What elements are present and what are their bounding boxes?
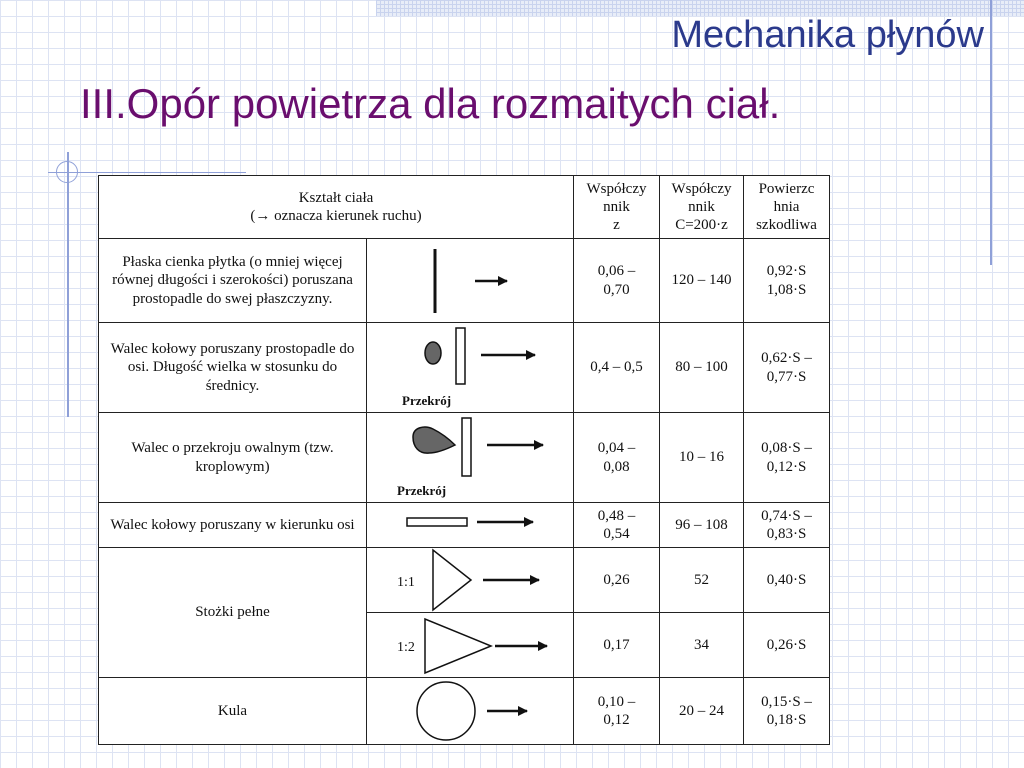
row-description: Walec kołowy poruszany w kierunku osi <box>99 503 367 548</box>
section-label: Przekrój <box>402 393 452 408</box>
harmful-area: 0,15·S – 0,18·S <box>744 678 830 745</box>
coefficient-z: 0,4 – 0,5 <box>574 323 660 413</box>
header-harmful-area: Powierzc hnia szkodliwa <box>744 176 830 239</box>
header-coefficient-z: Współczy nnik z <box>574 176 660 239</box>
coefficient-c: 34 <box>660 613 744 678</box>
teardrop-cylinder-icon <box>367 413 574 503</box>
circular-cylinder-icon <box>367 323 574 413</box>
coefficient-c: 96 – 108 <box>660 503 744 548</box>
harmful-area: 0,62·S – 0,77·S <box>744 323 830 413</box>
row-description: Walec o przekroju owalnym (tzw. kroplowym) <box>99 413 367 503</box>
row-description: Walec kołowy poruszany prostopadle do osi. Długość wielka w stosunku do średnicy. <box>99 323 367 413</box>
slide-title: Mechanika płynów <box>671 14 984 56</box>
cone-1-2-icon <box>367 613 574 678</box>
harmful-area: 0,92·S 1,08·S <box>744 239 830 323</box>
row-description: Stożki pełne <box>99 548 367 678</box>
table-row <box>99 548 830 613</box>
table-header-row <box>99 176 830 239</box>
harmful-area: 0,40·S <box>744 548 830 613</box>
axial-cylinder-icon <box>367 503 574 548</box>
harmful-area: 0,74·S – 0,83·S <box>744 503 830 548</box>
coefficient-z: 0,26 <box>574 548 660 613</box>
header-shape: Kształt ciała (→ oznacza kierunek ruchu) <box>99 176 574 239</box>
slide-heading: III.Opór powietrza dla rozmaitych ciał. <box>80 80 781 127</box>
coefficient-c: 10 – 16 <box>660 413 744 503</box>
coefficient-z: 0,10 – 0,12 <box>574 678 660 745</box>
table-row <box>99 678 830 745</box>
sphere-icon <box>367 678 574 745</box>
row-description: Kula <box>99 678 367 745</box>
table-row <box>99 323 830 413</box>
ratio-label: 1:2 <box>397 640 415 655</box>
decorative-circle <box>56 161 78 183</box>
ratio-label: 1:1 <box>397 575 415 590</box>
header-coefficient-c: Współczy nnik C=200·z <box>660 176 744 239</box>
harmful-area: 0,08·S – 0,12·S <box>744 413 830 503</box>
coefficient-c: 80 – 100 <box>660 323 744 413</box>
coefficient-c: 120 – 140 <box>660 239 744 323</box>
coefficient-z: 0,48 – 0,54 <box>574 503 660 548</box>
coefficient-z: 0,04 – 0,08 <box>574 413 660 503</box>
drag-coefficient-table <box>98 175 830 745</box>
coefficient-z: 0,06 – 0,70 <box>574 239 660 323</box>
table-row <box>99 413 830 503</box>
table-row <box>99 503 830 548</box>
table-row <box>99 239 830 323</box>
cone-1-1-icon <box>367 548 574 613</box>
decorative-vertical-line-left <box>67 152 69 417</box>
coefficient-c: 20 – 24 <box>660 678 744 745</box>
coefficient-z: 0,17 <box>574 613 660 678</box>
coefficient-c: 52 <box>660 548 744 613</box>
harmful-area: 0,26·S <box>744 613 830 678</box>
decorative-vertical-line-right <box>990 0 992 265</box>
flat-plate-icon <box>367 239 574 323</box>
row-description: Płaska cienka płytka (o mniej więcej równej długości i szerokości) poruszana prostopadle do swej płaszczyzny. <box>99 239 367 323</box>
section-label: Przekrój <box>397 483 447 498</box>
